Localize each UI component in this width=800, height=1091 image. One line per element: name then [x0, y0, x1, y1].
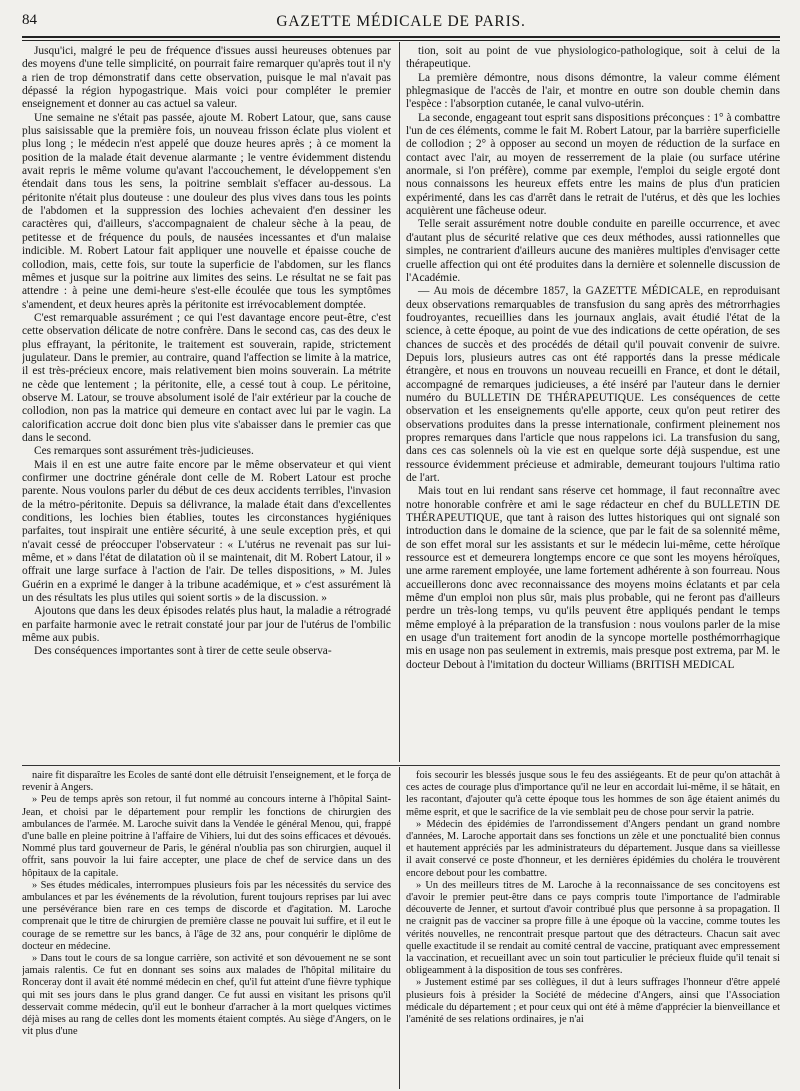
- paragraph: La seconde, engageant tout esprit sans dispositions préconçues : 1° à combattre l'un de ces éléments, comme le fait M. Robert Latour, par la barrière superficielle de collodion ; 2° à opposer au second un moyen de réduction de la surface en contact avec l'air, au moyen de resserrement de la plaie (ou surface utérine anormale, si l'on préfère), comme par exemple, l'emploi du seigle ergoté dont nous connaissons les heureux effets entre les mains de plus d'un praticien expérimenté, dans les cas d'arrêt dans le retrait de l'utérus, et dès que les lochies acquièrent une fâcheuse odeur.: [406, 111, 780, 218]
- paragraph: Une semaine ne s'était pas passée, ajoute M. Robert Latour, que, sans cause plus saisissable que la première fois, un nouveau frisson éclate plus violent et plus long ; le médecin n'est appelé que douze heures après ; à ce moment la position de la malade était devenue alarmante ; le ventre évidemment distendu avait repris le même volume qu'avant l'accouchement, le développement s'en étendait dans tous les sens, la poitrine semblait s'effacer au-dessous. La péritonite n'était plus douteuse : une douleur des plus vives dans tous les points de l'abdomen et la suppression des lochies achevaient d'en dessiner les caractères qui, d'ailleurs, s'accompagnaient de chaleur sèche à la peau, de petitesse et de fréquence du pouls, de nausées incessantes et d'un malaise indicible. M. Robert Latour fait appliquer une nouvelle et épaisse couche de collodion, mais, cette fois, sur toute la superficie de l'abdomen, sur les flancs mêmes et jusque sur la poitrine aux limites des seins. Le résultat ne se fait pas attendre : à peine une demi-heure s'est-elle écoulée que tous les symptômes s'amendent, et deux heures après la péritonite est irrévocablement domptée.: [22, 111, 391, 311]
- obituary-column-bottom-left: [22, 770, 391, 1088]
- paragraph: » Peu de temps après son retour, il fut nommé au concours interne à l'hôpital Saint-Jean, et choisi par le département pour remplir les fonctions de chirurgien des ambulances de l'armée. M. Laroche suivit dans la Vendée le général Menou, qui, frappé d'une balle en pleine poitrine à l'affaire de Vihiers, lui dut des soins efficaces et dévoués. Nommé plus tard gouverneur de Paris, le général n'oublia pas son chirurgien, auquel il offrit, sans pouvoir la lui faire accepter, une place de chef de service dans un des hôpitaux de la capitale.: [22, 794, 391, 879]
- paragraph: Mais il en est une autre faite encore par le même observateur et qui vient confirmer une doctrine générale dont celle de M. Robert Latour est proche parente. Nous voulons parler du début de ces deux accidents terribles, l'invasion de la métro-péritonite. Depuis sa délivrance, la malade était dans d'excellentes conditions, les lochies bien établies, toutes les circonstances hygiéniques parfaites, tout inspirait une entière sécurité, à une seule exception près, et qui n'avait cessé de préoccuper l'observateur : « L'utérus ne revenait pas sur lui-même, et » dans l'état de dilatation où il se maintenait, dit M. Robert Latour, il » offrait une large surface à l'action de l'air. De telles dispositions, » M. Jules Guérin en a exprimé le danger à la tribune académique, et » c'est assurément là un des résultats les plus utiles qui soient sortis » de la discussion. »: [22, 458, 391, 605]
- paragraph: » Dans tout le cours de sa longue carrière, son activité et son dévouement ne se sont jamais ralentis. Ce fut en donnant ses soins aux malades de l'hôpital militaire du Ronceray dont il avait été nommé médecin en chef, qu'il fut atteint d'une fièvre typhique qui mit ses jours dans le plus grand danger. Ce fut aussi en visitant les prisons qu'il desservait comme médecin, qu'il eut le bonheur d'arracher à la mort quelques victimes déjà mises au rang de celles dont les moments étaient comptés. Au siège d'Angers, on le vit plus d'une: [22, 953, 391, 1038]
- paragraph: tion, soit au point de vue physiologico-pathologique, soit à celui de la thérapeutique.: [406, 45, 780, 71]
- paragraph: La première démontre, nous disons démontre, la valeur comme élément phlegmasique de l'accès de l'air, et montre en outre son double chemin dans l'espèce : l'absorption cutanée, le canal vulvo-utérin.: [406, 71, 780, 111]
- article-column-top-left: [22, 45, 391, 760]
- column-divider-top: [399, 42, 400, 762]
- paragraph: » Un des meilleurs titres de M. Laroche à la reconnaissance de ses concitoyens est d'avoir le premier peut-être dans ce pays compris toute l'importance de l'admirable découverte de Jenner, et surtout d'avoir contribué plus que personne à sa propagation. Il ne craignit pas de vacciner sa propre fille à une époque où la vaccine, comme toutes les vérités nouvelles, ne rencontrait presque partout que des détracteurs. Chacun sait avec quelle exactitude il se rendait au comité central de vaccine, pratiquant avec empressement la vaccination, et recueillant avec un soin tout particulier le précieux fluide qu'il tenait si obligeamment à la disposition de tous ses confrères.: [406, 879, 780, 977]
- page-number: 84: [22, 12, 37, 28]
- column-divider-bottom: [399, 767, 400, 1089]
- paragraph: » Médecin des épidémies de l'arrondissement d'Angers pendant un grand nombre d'années, M. Laroche apportait dans ses fonctions un zèle et une ponctualité bien connus et hautement appréciés par les administrateurs du département. Jusque dans sa vieillesse il avait conservé ce poste d'honneur, et les dernières épidémies du choléra le trouvèrent encore debout pour les combattre.: [406, 818, 780, 879]
- paragraph: Jusqu'ici, malgré le peu de fréquence d'issues aussi heureuses obtenues par des moyens d'une telle simplicité, on pourrait faire remarquer qu'après tout il n'y a rien de trop démonstratif dans cette observation, puisque le mal n'avait pas dépassé la région hypogastrique. Mais voici pour compléter le premier enseignement et donner au cas actuel sa valeur.: [22, 45, 391, 111]
- obituary-column-bottom-right: [406, 770, 780, 1088]
- page-header: [22, 12, 780, 34]
- paragraph: Ces remarques sont assurément très-judicieuses.: [34, 445, 254, 458]
- paragraph: » Ses études médicales, interrompues plusieurs fois par les nécessités du service des ambulances et par les événements de la révolution, furent toujours reprises par lui avec une persévérance bien rare en ces temps de discorde et d'agitation. M. Laroche comprenait que le titre de chirurgien de première classe ne pouvait lui suffire, et il eut le courage de se remettre sur les bancs, à l'âge de 32 ans, pour conquérir le diplôme de docteur en médecine.: [22, 879, 391, 952]
- section-rule: [22, 765, 780, 766]
- article-column-top-right: [406, 45, 780, 760]
- journal-title: GAZETTE MÉDICALE DE PARIS.: [276, 13, 526, 30]
- paragraph: » Justement estimé par ses collègues, il dut à leurs suffrages l'honneur d'être appelé plusieurs fois à présider la Société de médecine d'Angers, ainsi que l'Association médicale du département ; et pour ceux qui ont été à même d'apprécier la bienveillance et l'aménité de ses relations ordinaires, je n'ai: [406, 977, 780, 1026]
- paragraph: fois secourir les blessés jusque sous le feu des assiégeants. Et de peur qu'on attachât à ces actes de courage plus d'importance qu'il ne leur en accordait lui-même, il se hâtait, en les racontant, d'ajouter qu'à cette époque tous les hommes de son âge étaient animés du même esprit, et que le sacrifice de la vie semblait peu de chose pour servir la patrie.: [406, 770, 780, 818]
- paragraph: Ajoutons que dans les deux épisodes relatés plus haut, la maladie a rétrogradé en parfaite harmonie avec le retrait constaté jour par jour de l'utérus de l'ombilic même aux pubis.: [22, 605, 391, 645]
- paragraph: Telle serait assurément notre double conduite en pareille occurrence, et avec d'autant plus de sécurité relative que ces deux méthodes, aussi rationnelles que simples, ne contrarient d'ailleurs aucune des manières multiples d'envisager cette cruelle affection qui ont été produites dans la dernière et solennelle discussion de l'Académie.: [406, 218, 780, 284]
- paragraph: naire fit disparaître les Écoles de santé dont elle détruisit l'enseignement, et le força de revenir à Angers.: [22, 770, 391, 794]
- paragraph: Mais tout en lui rendant sans réserve cet hommage, il faut reconnaître avec notre honorable confrère et ami le sage rédacteur en chef du BULLETIN DE THÉRAPEUTIQUE, que tant à raison des luttes historiques qui ont signalé son introduction dans le domaine de la science, que par le fait de sa solennité même, de son effet moral sur les assistants et sur le médecin lui-même, cette héroïque ressource est et demeurera longtemps encore ce que sont les moyens héroïques, une arme rarement employée, une lame fortement adhérente à son fourreau. Nous accueillerons donc avec reconnaissance des moyens moins éclatants et par cela même d'un emploi non plus sûr, mais plus probable, qui ne feront pas d'ailleurs perdre un très-long temps, vu qu'ils peuvent être appliqués pendant le temps même employé à la préparation de la transfusion : nous voulons parler de la mise en usage d'un traitement fort anodin de la syncope mortelle posthémorrhagique mis en usage non pas seulement in extremis, mais presque post extrema, par M. le docteur Debout à l'imitation du docteur Williams (BRITISH MEDICAL: [406, 485, 780, 671]
- header-rule: [22, 36, 780, 41]
- paragraph: Des conséquences importantes sont à tirer de cette seule observa-: [34, 645, 332, 658]
- paragraph: — Au mois de décembre 1857, la GAZETTE MÉDICALE, en reproduisant deux observations remarquables de transfusion du sang après des métrorrhagies foudroyantes, recueillies dans les journaux anglais, avait étudié l'état de la science, à cette époque, au point de vue des indications de cette opération, de ses chances de succès et des procédés de détail qu'il pouvait convenir de suivre. Depuis lors, plusieurs autres cas ont été rapportés dans la presse médicale étrangère, et nous en trouvons un nouveau recueilli en France, et dont le détail, accompagné de remarques judicieuses, a été inséré par l'auteur dans le dernier numéro du BULLETIN DE THÉRAPEUTIQUE. Les conséquences de cette observation et les enseignements qu'elle apporte, ceux qu'on peut retirer des observations produites dans la presse internationale, confirment pleinement nos propres remarques dans l'article que nous rappelons ici. La transfusion du sang, dans ces cas solennels où la vie est en quelque sorte déjà suspendue, est une ressource évidemment précieuse et admirable, demeurant toujours l'ultima ratio de l'art.: [406, 285, 780, 484]
- paragraph: C'est remarquable assurément ; ce qui l'est davantage encore peut-être, c'est cette observation délicate de notre confrère. Dans le second cas, cas des deux le plus effrayant, la péritonite, le traitement est souverain, rapide, strictement jugulateur. Dans le premier, au contraire, quand l'affection se limite à la matrice, il est très-précieux encore, mais relativement bien moins souverain. La métrite ne cède que lentement ; la péritonite, elle, a cessé tout à coup. Le péritoine, observe M. Latour, se trouve absolument isolé de l'air extérieur par la couche de collodion, non pas la matrice qui demeure en contact avec lui par le vagin. La calorification accrue doit donc bien plus vite s'abaisser dans le premier cas que dans le second.: [22, 311, 391, 444]
